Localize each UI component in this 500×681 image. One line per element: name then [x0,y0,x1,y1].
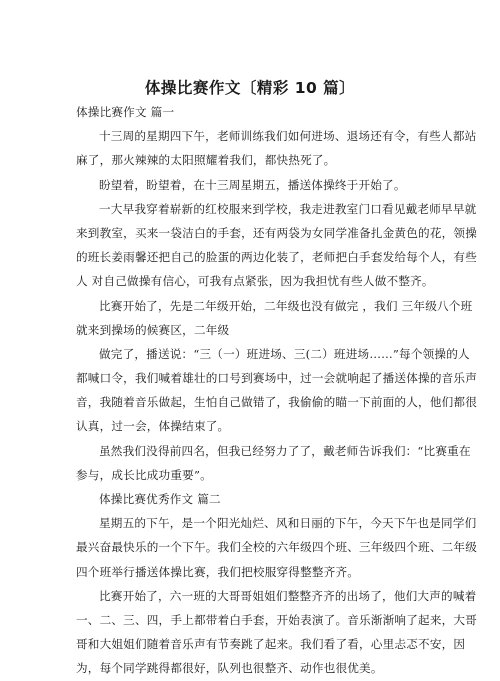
text-line: 参与，成长比成功重要”。 [76,467,212,482]
text-line: 四个班举行播送体操比赛，我们把校服穿得整整齐齐。 [76,564,360,579]
text-line: 都喊口令，我们喊着雄壮的口号到赛场中，过一会就响起了播送体操的音乐声 [76,371,477,386]
text-line: 比赛开始了，先是二年级开始，二年级也没有做完 ，我们 三年级八个班 [99,298,473,313]
text-line: 人 对自己做操有信心，可我有点紧张，因为我担忧有些人做不整齐。 [76,274,434,289]
text-line: 比赛开始了，六一班的大哥哥姐姐们整整齐齐的出场了，他们大声的喊着 [99,588,477,603]
text-line: 认真，过一会，体操结束了。 [76,419,230,434]
text-line: 来到教室，买来一袋洁白的手套，还有两袋为女同学准备扎金黄色的花，领操 [76,225,477,240]
text-line: 最兴奋最快乐的一个下午。我们全校的六年级四个班、三年级四个班、二年级 [76,540,477,555]
text-line: 做完了，播送说：“三（一）班进场、三(二）班进场……”每个领操的人 [99,346,470,361]
document-body [76,100,477,681]
text-line: 麻了，那火辣辣的太阳照耀着我们，都快热死了。 [76,153,336,168]
text-line: 盼望着，盼望着，在十三周星期五，播送体操终于开始了。 [99,177,406,192]
text-line: 为，每个同学跳得都很好，队列也很整齐、动作也很优美。 [76,661,383,676]
text-line: 一大早我穿着崭新的红校服来到学校，我走进教室门口看见戴老师早早就 [99,201,477,216]
text-line: 的班长姜雨馨还把自己的脸蛋的两边化装了，老师把白手套发给每个人，有些 [76,250,477,265]
document-title: 体操比赛作文〔精彩 10 篇〕 [144,79,356,97]
text-line: 体操比赛优秀作文 篇二 [99,492,221,506]
text-line: 音，我随着音乐做起，生怕自己做错了，我偷偷的瞄一下前面的人，他们都很 [76,395,477,410]
text-line: 体操比赛作文 篇一 [76,105,175,119]
text-line: 十三周的星期四下午，老师训练我们如何进场、退场还有令，有些人都站 [99,129,477,144]
text-line: 星期五的下午，是一个阳光灿烂、风和日丽的下午，今天下午也是同学们 [99,516,477,531]
text-line: 一、二、三、四，手上都带着白手套，开始表演了。音乐渐渐响了起来，大哥 [76,612,477,627]
text-line: 哥和大姐姐们随着音乐声有节奏跳了起来。我们看了看，心里忐忑不安，因 [76,637,466,652]
text-line: 就来到操场的候赛区，二年级 [76,322,230,337]
text-line: 虽然我们没得前四名，但我已经努力了了，戴老师告诉我们：“比赛重在 [99,443,471,458]
